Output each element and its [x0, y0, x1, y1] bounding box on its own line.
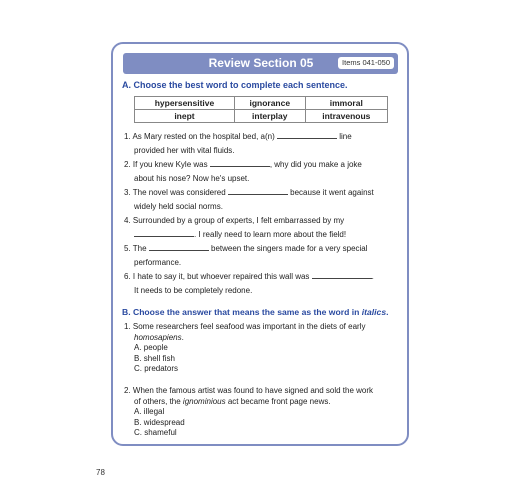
question-text: .: [371, 272, 374, 281]
word-bank-cell: ignorance: [234, 97, 305, 110]
word-bank: [134, 96, 388, 123]
instruction-text: .: [386, 307, 389, 317]
word-bank-cell: interplay: [234, 110, 305, 123]
question-3: [124, 186, 406, 214]
answer-option[interactable]: A. people: [134, 343, 168, 352]
word-bank-cell: immoral: [305, 97, 387, 110]
question-text: 6. I hate to say it, but whoever repaired this wall was: [124, 272, 312, 281]
question-text: It needs to be completely redone.: [134, 286, 253, 295]
question-text: act became front page news.: [225, 396, 331, 406]
question-b1: [124, 322, 406, 375]
answer-option[interactable]: B. shell fish: [134, 353, 175, 363]
answer-blank[interactable]: [312, 270, 372, 279]
question-6: [124, 270, 406, 298]
question-text: provided her with vital fluids.: [134, 146, 235, 155]
section-header: [123, 53, 398, 74]
answer-option[interactable]: C. predators: [134, 364, 179, 373]
question-text: 2. When the famous artist was found to have signed and sold the work: [124, 386, 374, 395]
question-continuation: [124, 228, 406, 242]
question-text: 5. The: [124, 244, 149, 253]
answer-blank[interactable]: [277, 130, 337, 139]
answer-blank[interactable]: [228, 186, 288, 195]
question-text: 2. If you knew Kyle was: [124, 160, 210, 169]
page-number: 78: [96, 468, 105, 477]
question-text: performance.: [134, 258, 182, 267]
answer-option[interactable]: B. widespread: [134, 417, 185, 427]
word-bank-cell: hypersensitive: [135, 97, 235, 110]
question-text: because it went against: [287, 188, 374, 197]
question-text: widely held social norms.: [134, 202, 223, 211]
answer-blank[interactable]: [149, 242, 209, 251]
review-card: [111, 42, 409, 446]
instruction-text: B. Choose the answer that means the same as the word in: [122, 307, 362, 317]
question-text: between the singers made for a very special: [208, 244, 368, 253]
section-title: Review Section 05: [208, 56, 314, 70]
word-bank-cell: inept: [135, 110, 235, 123]
question-2: [124, 158, 406, 186]
question-text: of others, the: [134, 396, 183, 406]
answer-blank[interactable]: [210, 158, 270, 167]
question-b2: [124, 386, 406, 439]
question-continuation: [124, 397, 406, 408]
question-text: 1. Some researchers feel seafood was important in the diets of early: [124, 322, 366, 331]
question-text: 1. As Mary rested on the hospital bed, a(n): [124, 132, 277, 141]
question-text: .: [181, 332, 184, 342]
section-a-questions: [124, 130, 406, 298]
question-text: 3. The novel was considered: [124, 188, 228, 197]
question-continuation: [124, 333, 406, 344]
word-bank-cell: intravenous: [305, 110, 387, 123]
items-badge: Items 041-050: [338, 57, 394, 69]
question-text: 4. Surrounded by a group of experts, I felt embarrassed by my: [124, 216, 345, 225]
question-italic: ignominious: [182, 396, 226, 406]
answer-option[interactable]: C. shameful: [134, 428, 177, 437]
question-1: [124, 130, 406, 158]
question-text: about his nose? Now he's upset.: [134, 174, 250, 183]
answer-option[interactable]: A. illegal: [134, 407, 165, 416]
instruction-italic: italics: [361, 307, 387, 317]
question-italic: homosapiens: [134, 332, 182, 342]
question-text: line: [336, 132, 352, 141]
section-b-instruction: [122, 307, 389, 317]
answer-blank[interactable]: [134, 228, 194, 237]
question-4: [124, 214, 406, 242]
section-a-instruction: A. Choose the best word to complete each sentence.: [122, 80, 348, 90]
question-text: . I really need to learn more about the field!: [194, 230, 347, 239]
question-5: [124, 242, 406, 270]
question-text: , why did you make a joke: [269, 160, 362, 169]
